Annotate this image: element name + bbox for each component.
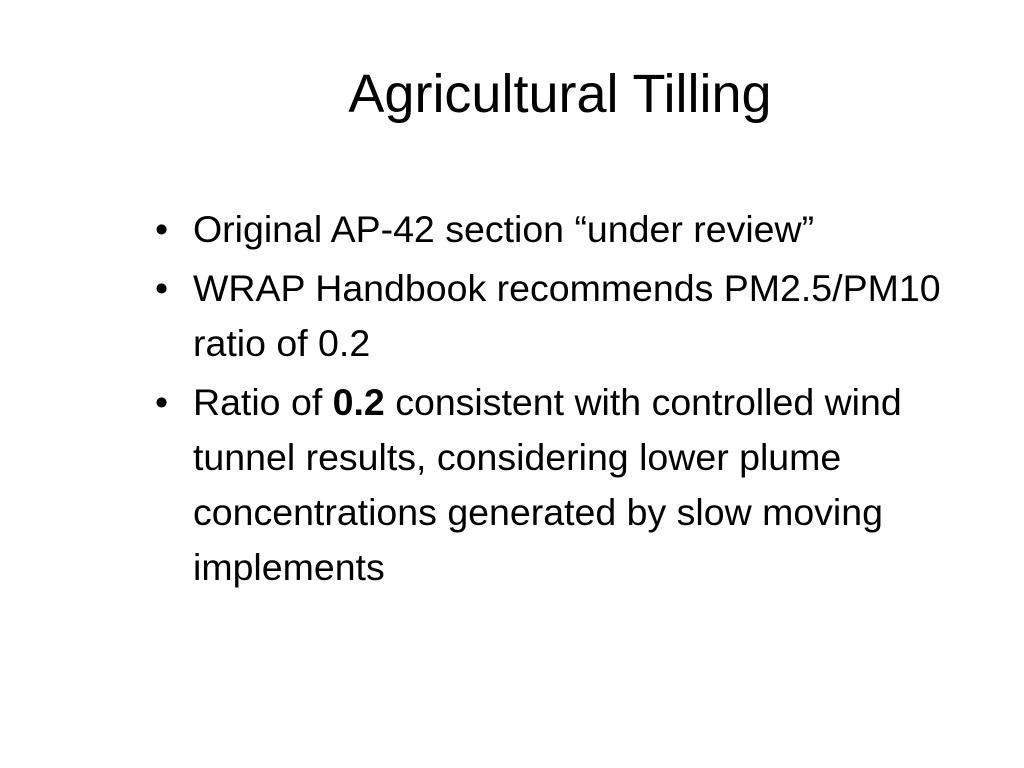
bullet-text: WRAP Handbook recommends PM2.5/PM10 ratio of 0.2 <box>193 267 941 364</box>
bullet-icon: • <box>155 208 169 250</box>
bullet-list <box>155 202 975 599</box>
bullet-text: Original AP-42 section “under review” <box>193 208 815 250</box>
bullet-text-suffix: consistent with controlled wind tunnel results, considering lower plume concentrations generated by slow moving implements <box>193 381 902 588</box>
bullet-text-emphasis: 0.2 <box>332 381 385 423</box>
bullet-icon: • <box>155 381 169 423</box>
bullet-item <box>155 261 975 371</box>
slide-title: Agricultural Tilling <box>348 64 772 124</box>
bullet-item <box>155 375 975 595</box>
bullet-text-prefix: Ratio of <box>193 381 333 423</box>
bullet-item <box>155 202 975 257</box>
bullet-icon: • <box>155 267 169 309</box>
